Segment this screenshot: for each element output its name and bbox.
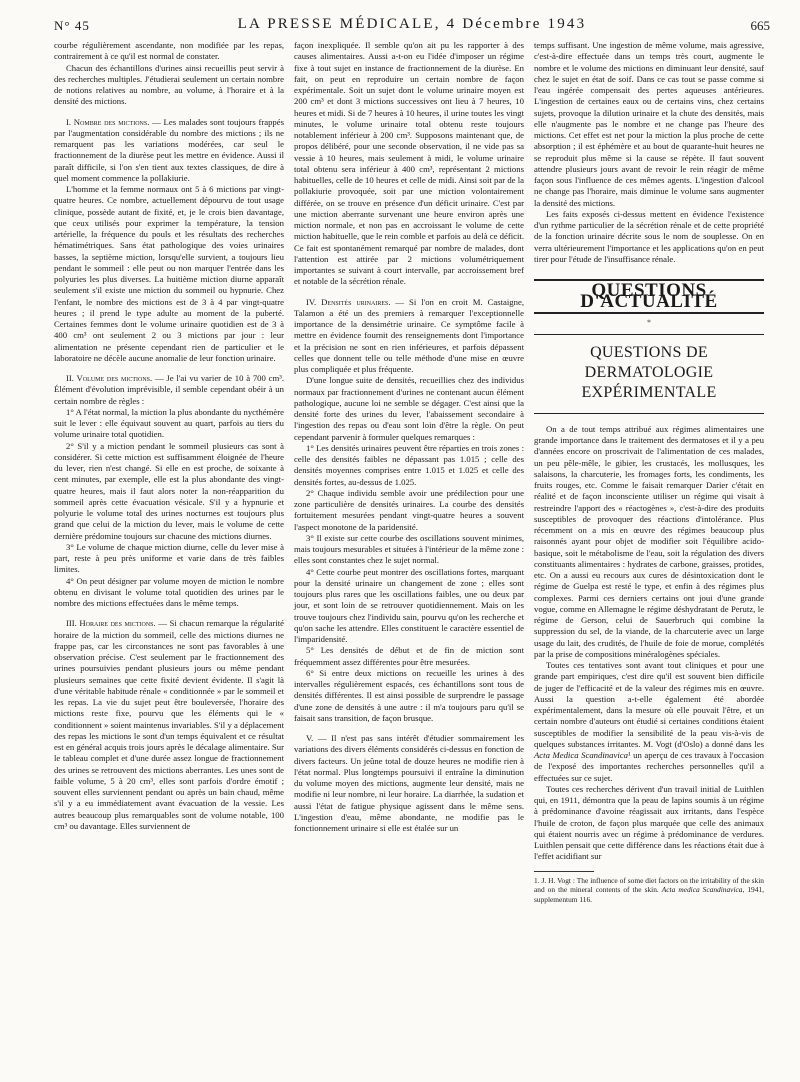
section-heading: IV. Densités urinaires. [306, 296, 391, 307]
text-columns [54, 40, 770, 904]
section-nombre [54, 117, 284, 185]
section-text: — Si l'on en croit M. Castaigne, Talamon a été un des premiers à remarquer l'exceptionnelle importance de la densimétrie urinaire. Ce symptôme facile à mettre en évidence fournit des renseignements dont l'importance et la précision ne sont en rien inférieures, et parfois dépassent celles que donnent telle ou telle méthode d'une mise en œuvre plus compliquée et plus fréquente. [294, 296, 525, 374]
paragraph [534, 660, 764, 784]
paragraph: 5° Les densités de début et de fin de miction sont fréquemment assez différentes pour être mesurées. [294, 645, 524, 667]
section-text: — Il n'est pas sans intérêt d'étudier sommairement les variations des divers éléments considérés ci-dessus en fonction de divers facteurs. Un jeûne total de douze heures ne modifie rien à l'état normal. Plus longtemps poursuivi il entraîne la diminution du volume moyen des mictions, augmente leur densité, mais ne modifie ni leur nombre, ni leur horaire. La diarrhée, la sudation et aussi l'état de fatigue physique agissent dans le même sens. L'ingestion d'eau, même abondante, ne modifie pas le fonctionnement urinaire si elle est étalée sur un [294, 733, 524, 833]
footnote [534, 876, 764, 905]
column-1 [54, 40, 284, 904]
text-run: ¹ un aperçu de ces travaux à l'occasion de l'exposé des importantes recherches personnelles qu'il a effectuées sur ce sujet. [534, 750, 764, 783]
paragraph: 4° On peut désigner par volume moyen de miction le nombre obtenu en divisant le volume total quotidien des urines par le nombre des mictions effectuées dans le même temps. [54, 575, 284, 608]
section-volume [54, 373, 284, 407]
journal-title: LA PRESSE MÉDICALE, 4 Décembre 1943 [237, 16, 587, 32]
footnote-text: 1. J. H. Vogt : The influence of some diet factors on the irritability of the skin and on the mineral contents of the skin. [534, 875, 764, 894]
paragraph: façon inexpliquée. Il semble qu'on ait pu les rapporter à des causes alimentaires. Aussi a-t-on eu l'idée d'imposer un régime fixe à tout sujet en instance de fractionnement de la diurèse. En fait, on peut en reproduire un certain nombre de façon expérimentale. Soit un sujet dont le volume urinaire moyen est 200 cm³ et dont 3 mictions successives ont lieu à 7 heures, 10 heures et midi. Si de 7 heures à 10 heures, il urine toutes les vingt minutes, le volume urinaire total obtenu reste toujours notablement inférieur à 200 cm³. Supposons maintenant que, de propos délibéré, pour une seconde observation, il ne vide pas sa vessie à 10 heures, mais seulement à midi, le volume urinaire total obtenu sera inférieur à 400 cm³, représentant 2 mictions habituelles, celle de 10 heures et celle de midi. Ainsi soit par de la pollakiurie provoquée, soit par une miction volontairement différée, on se trouve en présence d'un déficit urinaire. C'est par une miction aberrante survenant une heure environ après une miction normale, et non pas en accroissant le volume de cette miction habituelle, que le rein comble et parfois au delà ce déficit. Ce fait est spontanément remarqué par nombre de malades, dont l'attention est attirée par 2 mictions volumétriquement importantes se suivant à court intervalle, par accroissement bref et notable de la sécrétion rénale. [294, 40, 524, 287]
running-header [54, 16, 770, 38]
banner-title: QUESTIONS D'ACTUALITÉ [580, 280, 718, 313]
section-text: — Si chacun remarque la régularité horaire de la miction du sommeil, celle des mictions diurnes ne frappe pas, car les circonstances ne sont pas favorables à une observation précise. C'est seulement par le fractionnement des urines poursuivies pendant plusieurs jours ou même pendant plusieurs semaines que cette fixité devient évidente. Il s'agit là d'une véritable habitude rénale « conditionnée » par le sommeil et les repas. La vie du sujet peut être bouleversée, l'horaire des mictions reste fixe, pourvu que les éléments qui le « conditionnent » soient maintenus invariables. S'il y a déplacement des repas les mictions le sont d'un temps équivalent et ce résultat est en général acquis trois jours après le décalage alimentaire. Sur le tableau complet et d'une durée assez longue de fractionnement des urines se retrouvent des mictions aberrantes. Les unes sont de faible volume, 5 à 20 cm³, elles sont parfois d'ordre émotif ; souvent elles surviennent pendant ou après un bain chaud, même s'il y a eu immédiatement avant évacuation de la vessie. Les autres beaucoup plus remarquables sont de volume notable, 100 cm³ ou davantage. Elles surviennent de [54, 618, 284, 831]
paragraph: courbe régulièrement ascendante, non modifiée par les repas, contrairement à ce qu'il est normal de constater. [54, 40, 284, 62]
paragraph: 4° Cette courbe peut montrer des oscillations fortes, marquant pour la densité urinaire un changement de zone ; elles sont toujours plus rares que les oscillations faibles, une ou deux par jour, et sont loin de se retrouver quotidiennement. Mais on les trouve toujours chez l'individu sain, pourvu qu'on les recherche et qu'on sache les attendre. Elles constituent le caractère essentiel de l'imparidensité. [294, 566, 524, 644]
paragraph: 2° S'il y a miction pendant le sommeil plusieurs cas sont à considérer. Si cette miction est suffisamment éloignée de l'heure du lever, rien n'est changé. Si elle en est proche, de soixante à cent minutes, par exemple, elle est la plus abondante des vingt-quatre heures, mais il faut alors noter la non-réapparition du sommeil après cette évacuation vésicale. S'il y a hypnurie et polyurie le volume total des urines nocturnes est toujours plus grand que celui de la miction du lever, mais le volume de cette dernière prédomine toujours sur chacune des mictions diurnes. [54, 440, 284, 541]
paragraph: D'une longue suite de densités, recueillies chez des individus normaux par fractionnement d'urines ne contenant aucun élément pathologique, aucune loi ne semble se dégager. C'est ainsi que la densité forte des urines du lever, l'abaissement secondaire à l'ingestion des repas ou d'eau sont loin d'être la règle. On peut cependant parvenir à formuler quelques remarques : [294, 375, 524, 442]
paragraph: 3° Le volume de chaque miction diurne, celle du lever mise à part, reste à peu près uniforme et varie dans de très faibles limites. [54, 541, 284, 575]
paragraph: On a de tout temps attribué aux régimes alimentaires une grande importance dans le traitement des dermatoses et il y a peu d'années encore on proscrivait de l'alimentation de ces malades, un peu pêle-mêle, le gibier, les crustacés, les mollusques, les salaisons, la charcuterie, les fromages forts, les condiments, les fruits rouges, etc. Comme le faisait remarquer Darier c'était en réalité et de façon inconsciente utiliser un régime qui visait à restreindre l'apport des « réactogènes », c'est-à-dire des produits susceptibles de provoquer des réactions d'intolérance. Plus récemment on a mis en œuvre des régimes beaucoup plus raisonnés ayant pour objet de modifier soit l'équilibre acido-basique, soit le métabolisme de l'eau, soit la régulation des divers constituants alimentaires : hydrates de carbone, graisses, protides, etc. On a aussi eu recours aux cures de désintoxication dont le régime de Guelpa est resté le type, et enfin à des régimes plus complexes. Parmi ces derniers certains ont joui d'une grande vogue, comme en Allemagne le régime déshydratant de Perutz, le régime de Gerson, celui de Sauerbruch qui combine la suppression du sel, de la viande, de la charcuterie avec un large usage du lait, des crudités, de l'huile de foie de morue, complétés par la prise de compositions minéralogènes spéciales. [534, 423, 764, 659]
text-run: Toutes ces tentatives sont avant tout cliniques et pour une grande part empiriques, c'est dire qu'il est souvent bien difficile de juger de l'efficacité et de la valeur des régimes mis en œuvre. Aussi la question a-t-elle également été abordée expérimentalement, dans la mesure où elle pouvait l'être, et un certain nombre d'auteurs ont étudié si certaines conditions étaient susceptibles de modifier la sensibilité de la peau vis-à-vis de quelques substances irritantes. M. Vogt (d'Oslo) a donné dans les [534, 660, 764, 749]
section-v [294, 733, 524, 834]
article-title-line-2: EXPÉRIMENTALE [581, 383, 717, 401]
paragraph: 3° Il existe sur cette courbe des oscillations souvent minimes, mais toujours mesurables et situées à l'intérieur de la même zone : elles sont constantes chez le sujet normal. [294, 532, 524, 566]
section-densites [294, 297, 524, 376]
issue-number: N° 45 [54, 18, 90, 33]
section-banner [534, 279, 764, 314]
separator-star: * [647, 317, 651, 327]
section-horaire [54, 618, 284, 832]
paragraph: Chacun des échantillons d'urines ainsi recueillis peut servir à des recherches multiples. J'étudierai seulement un certain nombre de notions relatives au nombre, au volume, à l'horaire et à la densité des mictions. [54, 62, 284, 107]
article-title-line-1: QUESTIONS DE DERMATOLOGIE [584, 343, 714, 381]
paragraph: 1° Les densités urinaires peuvent être réparties en trois zones : celle des densités faibles ne dépassant pas 1.015 ; celle des densités moyennes comprises entre 1.015 et 1.025 et celle des densités fortes, au-dessus de 1.025. [294, 442, 524, 487]
column-3 [534, 40, 764, 904]
page-number: 665 [750, 18, 770, 33]
section-heading: II. Volume des mictions. [66, 373, 153, 383]
paragraph: Toutes ces recherches dérivent d'un travail initial de Luithlen qui, en 1911, démontra que la peau de lapins soumis à un régime à prédominance d'avoine réagissait aux irritants, dans l'espèce l'huile de croton, de façon plus marquée que celle des animaux qui étaient nourris avec un régime à prédominance de verdures. Luithlen pensait que cette différence dans les réactions était due à l'effet acidifiant sur [534, 783, 764, 862]
column-2 [294, 40, 524, 904]
section-heading: I. Nombre des mictions. [66, 116, 150, 127]
paragraph: 1° A l'état normal, la miction la plus abondante du nycthémère suit le lever : elle équivaut souvent au quart, parfois au tiers du volume urinaire total quotidien. [54, 406, 284, 440]
paragraph: Les faits exposés ci-dessus mettent en évidence l'existence d'un rythme particulier de la sécrétion rénale et de cette propriété de la fonction urinaire décrite sous le nom de souplesse. On en verra ultérieurement l'importance et les applications qu'on en peut tirer pour l'étude de l'insuffisance rénale. [534, 208, 764, 264]
footnote-text: , 1941, supplementum 116. [534, 885, 764, 904]
section-heading: III. Horaire des mictions. [66, 618, 156, 629]
section-text: — Les malades sont toujours frappés par l'augmentation considérable du nombre des mictions ; ils ne remarquent pas les variations modérées, car seul le fractionnement de la diurèse peut les mettre en évidence. Aussi il paraît difficile, si l'on s'en tient aux textes classiques, de dire à quel moment commence la pollakiurie. [54, 116, 285, 183]
paragraph: 6° Si entre deux mictions on recueille les urines à des intervalles régulièrement espacés, ces échantillons sont tous de densités différentes. Il est ainsi possible de surprendre le passage d'une zone de densités à une autre : il m'a toujours paru qu'il se faisait sans transition, de façon brusque. [294, 667, 524, 723]
footnote-divider [534, 871, 594, 872]
paragraph: temps suffisant. Une ingestion de même volume, mais agressive, c'est-à-dire effectuée dans un temps très court, augmente le nombre et le volume des mictions en diminuant leur densité, sauf chez le sujet en état de soif. Dans ce cas tout se passe comme si l'eau ingérée compensait des pertes aqueuses antérieures. L'ingestion de certaines eaux ou de certains vins, chez certains sujets, provoque la dilution urinaire et la chute des densités, mais elle n'augmente pas le nombre et ne change pas l'heure des mictions. Cet effet est net pour la miction la plus proche de cette absorption ; il est éphémère et au bout de quarante-huit heures ne se reproduit plus même si la cause se répète. Il faut souvent attendre plusieurs jours avant de revoir le rein réagir de même façon sous l'influence de ces mêmes agents. L'ingestion d'alcool ne change pas l'horaire, mais diminue le volume sans augmenter la densité des mictions. [534, 40, 764, 208]
paragraph: L'homme et la femme normaux ont 5 à 6 mictions par vingt-quatre heures. Ce nombre, actuellement dépourvu de tout usage clinique, possède autant de fixité, et, je le crois bien davantage, que ceux utilisés pour exprimer la température, la tension artérielle, la fréquence du pouls et les résultats des recherches hématimétriques. Sans état pathologique des voies urinaires basses, la septième miction, lorsqu'elle survient, a toujours lieu pendant le sommeil : elle peut ou non marquer l'entrée dans les polyuries les plus diverses. La huitième miction diurne apparaît seulement s'il existe une miction du sommeil ou hypnurie. Chez l'enfant, le nombre des mictions est de 3 à 4 par vingt-quatre heures ; il prend le type adulte au moment de la puberté. Certaines femmes dont le volume urinaire quotidien est de 3 à 400 cm³ ont seulement 2 ou 3 mictions par jour : leur alimentation ne présente cependant rien de particulier et le laboratoire ne décèle aucune anomalie de leur fonction urinaire. [54, 184, 284, 363]
article-title-block [534, 334, 764, 414]
journal-reference: Acta Medica Scandinavica [534, 750, 628, 760]
section-heading: V. [306, 733, 314, 743]
footnote-journal: Acta medica Scandinavica [661, 885, 743, 894]
section-text: — Je l'ai vu varier de 10 à 700 cm³. Élément d'évolution imprévisible, il semble cependant obéir à un certain nombre de règles : [54, 373, 285, 406]
paragraph: 2° Chaque individu semble avoir une prédilection pour une zone particulière de densités urinaires. La courbe des densités fortuitement mesurées pendant vingt-quatre heures a souvent l'aspect monotone de la paridensité. [294, 487, 524, 532]
